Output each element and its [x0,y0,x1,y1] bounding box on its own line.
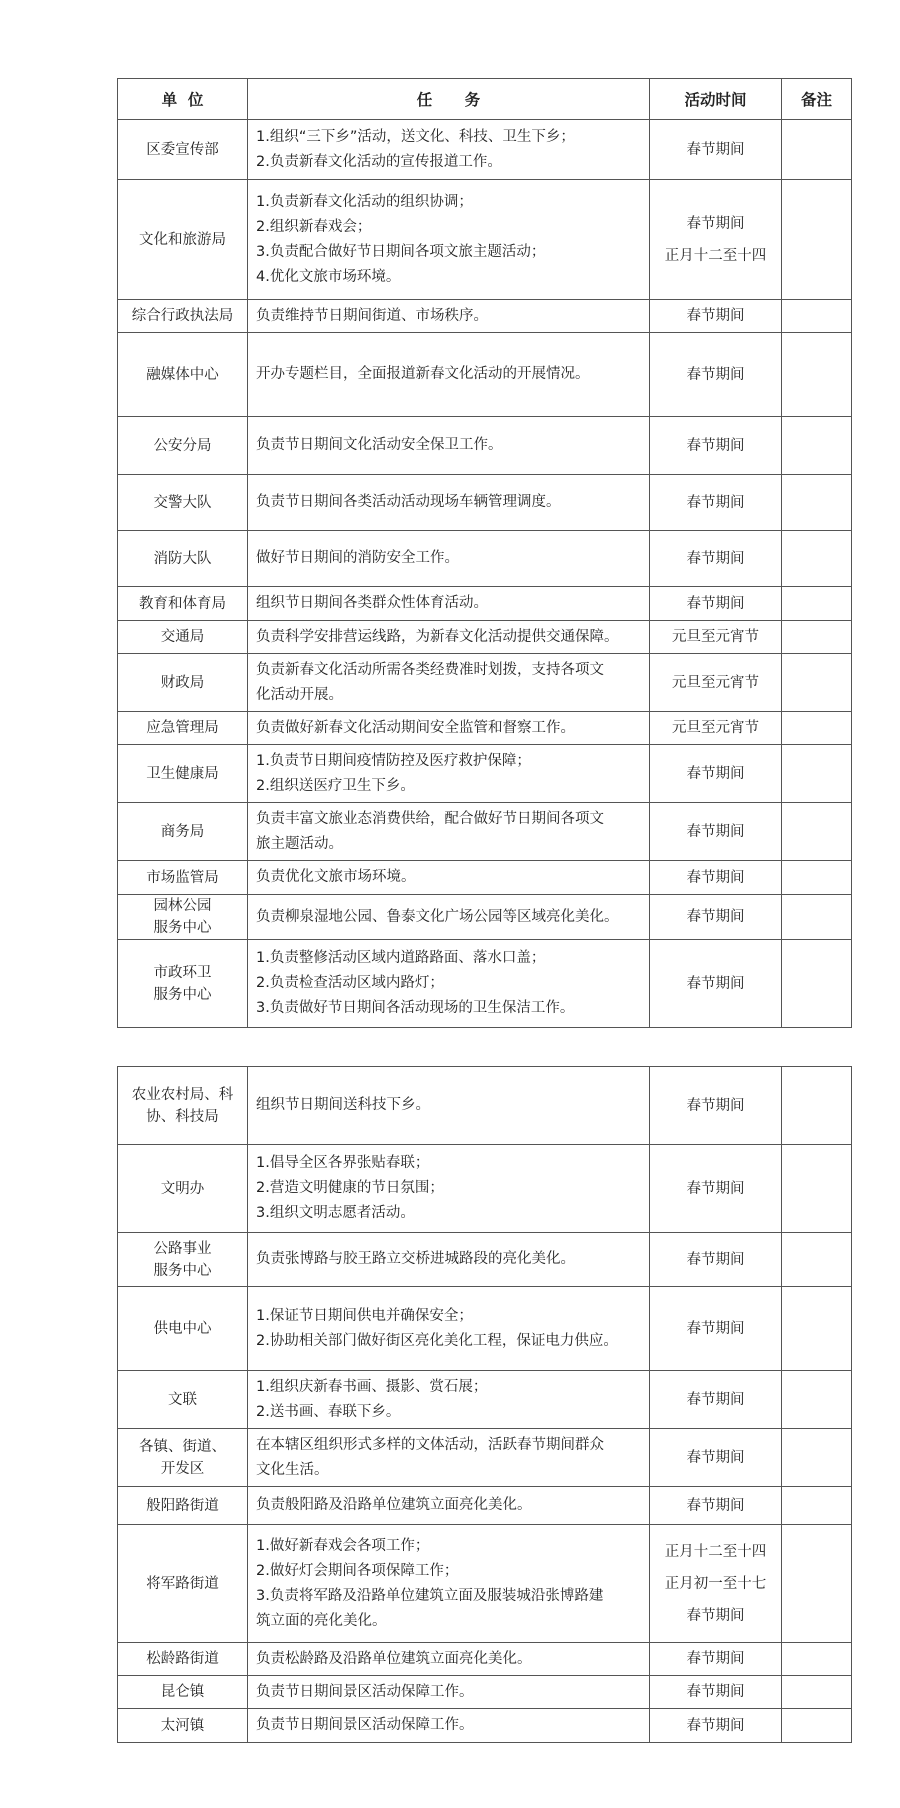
unit-cell [118,120,248,180]
time-text: 春节期间 [686,765,745,782]
note-cell [782,587,852,621]
time-text: 春节期间 [686,494,745,511]
unit-cell [118,1643,248,1676]
time-cell [650,1429,782,1487]
table-row [118,531,852,587]
task-text: 开办专题栏目，全面报道新春文化活动的开展情况。 [256,366,590,382]
unit-text: 服务中心 [153,986,212,1003]
unit-text: 协、科技局 [146,1108,219,1125]
unit-cell [118,940,248,1028]
unit-text: 文联 [168,1391,197,1408]
unit-text: 太河镇 [160,1717,205,1734]
task-cell [248,895,650,940]
task-cell [248,654,650,712]
time-cell [650,475,782,531]
task-cell [248,180,650,300]
table-row [118,1233,852,1287]
time-cell [650,1233,782,1287]
note-cell [782,333,852,417]
table-row [118,940,852,1028]
time-cell [650,120,782,180]
task-text: 3.负责将军路及沿路单位建筑立面及服装城沿张博路建 [256,1587,604,1604]
time-cell [650,300,782,333]
task-cell [248,745,650,803]
task-text: 负责柳泉湿地公园、鲁泰文化广场公园等区域亮化美化。 [256,908,619,925]
unit-cell [118,1371,248,1429]
unit-cell [118,333,248,417]
task-cell [248,1643,650,1676]
table-row [118,333,852,417]
task-text: 3.组织文明志愿者活动。 [256,1205,415,1221]
unit-cell [118,895,248,940]
time-text: 春节期间 [686,1180,745,1197]
task-cell [248,120,650,180]
time-text: 正月十二至十四 [664,1543,767,1560]
unit-text: 般阳路街道 [146,1497,219,1514]
time-text: 春节期间 [686,909,745,925]
time-cell [650,745,782,803]
task-text: 2.送书画、春联下乡。 [256,1403,401,1420]
note-cell [782,531,852,587]
header-note: 备注 [782,79,852,120]
unit-cell [118,475,248,531]
task-cell [248,1676,650,1709]
task-cell [248,1233,650,1287]
table-row [118,1145,852,1233]
unit-text: 交通局 [160,629,205,645]
unit-cell [118,1429,248,1487]
unit-cell [118,300,248,333]
unit-cell [118,531,248,587]
task-text: 负责优化文旅市场环境。 [256,869,416,885]
task-text: 2.协助相关部门做好街区亮化美化工程，保证电力供应。 [256,1332,618,1349]
unit-text: 财政局 [160,674,205,691]
task-text: 1.负责整修活动区域内道路路面、落水口盖； [256,950,546,966]
task-text: 文化生活。 [256,1461,329,1478]
table-row [118,1429,852,1487]
time-text: 春节期间 [686,1449,745,1466]
task-text: 组织节日期间各类群众性体育活动。 [256,595,488,611]
time-text: 春节期间 [686,1717,745,1734]
table-row [118,1371,852,1429]
task-cell [248,1067,650,1145]
unit-text: 卫生健康局 [146,765,219,782]
time-cell [650,621,782,654]
unit-cell [118,1525,248,1643]
time-cell [650,1487,782,1525]
unit-cell [118,712,248,745]
unit-text: 将军路街道 [146,1575,219,1592]
note-cell [782,654,852,712]
note-cell [782,120,852,180]
time-cell [650,417,782,475]
time-cell [650,654,782,712]
time-text: 春节期间 [686,141,745,158]
unit-cell [118,587,248,621]
time-text: 春节期间 [686,1320,745,1337]
time-text: 春节期间 [686,1097,745,1114]
table-row [118,1643,852,1676]
task-cell [248,300,650,333]
unit-text: 应急管理局 [146,720,219,736]
time-cell [650,1676,782,1709]
note-cell [782,621,852,654]
time-text: 春节期间 [686,823,745,840]
task-text: 负责科学安排营运线路，为新春文化活动提供交通保障。 [256,628,619,645]
unit-text: 公安分局 [153,437,212,454]
unit-text: 各镇、街道、 [139,1438,226,1455]
task-text: 负责节日期间各类活动活动现场车辆管理调度。 [256,494,561,510]
header-time: 活动时间 [650,79,782,120]
unit-text: 供电中心 [153,1320,212,1337]
table-row [118,587,852,621]
task-cell [248,1525,650,1643]
unit-cell [118,1487,248,1525]
unit-text: 市场监管局 [146,869,219,886]
unit-text: 开发区 [160,1460,205,1477]
note-cell [782,475,852,531]
unit-text: 服务中心 [153,920,212,936]
table-row [118,745,852,803]
task-cell [248,1429,650,1487]
note-cell [782,1371,852,1429]
unit-cell [118,861,248,895]
table-row [118,475,852,531]
task-cell [248,1145,650,1233]
time-cell [650,587,782,621]
note-cell [782,803,852,861]
task-text: 负责丰富文旅业态消费供给，配合做好节日期间各项文 [256,810,604,827]
task-cell [248,1709,650,1743]
time-cell [650,940,782,1028]
time-text: 元旦至元宵节 [672,674,759,691]
task-text: 1.做好新春戏会各项工作； [256,1537,430,1554]
unit-cell [118,1145,248,1233]
note-cell [782,1709,852,1743]
time-cell [650,1145,782,1233]
task-text: 负责节日期间景区活动保障工作。 [256,1717,474,1733]
unit-text: 文化和旅游局 [139,231,226,248]
schedule-table-part-1 [117,78,852,1028]
table-row [118,1487,852,1525]
table-row [118,1287,852,1371]
task-cell [248,1487,650,1525]
task-text: 负责做好新春文化活动期间安全监管和督察工作。 [256,719,575,736]
task-text: 2.负责新春文化活动的宣传报道工作。 [256,153,502,170]
unit-text: 昆仑镇 [160,1684,205,1700]
time-text: 春节期间 [686,1651,745,1667]
unit-text: 教育和体育局 [139,595,226,612]
header-task: 任 务 [248,79,650,120]
note-cell [782,1525,852,1643]
task-text: 1.组织庆新春书画、摄影、赏石展； [256,1378,488,1395]
task-cell [248,333,650,417]
task-text: 负责新春文化活动所需各类经费准时划拨，支持各项文 [256,661,604,678]
time-text: 春节期间 [686,595,745,612]
task-text: 负责节日期间文化活动安全保卫工作。 [256,437,503,453]
time-text: 春节期间 [686,550,745,567]
task-cell [248,417,650,475]
time-text: 元旦至元宵节 [672,629,759,645]
task-text: 组织节日期间送科技下乡。 [256,1097,430,1113]
unit-cell [118,180,248,300]
unit-cell [118,803,248,861]
note-cell [782,1233,852,1287]
time-text: 元旦至元宵节 [672,720,759,736]
table-row [118,1676,852,1709]
note-cell [782,745,852,803]
time-cell [650,712,782,745]
unit-text: 农业农村局、科 [131,1086,234,1103]
time-text: 春节期间 [686,1684,745,1700]
unit-text: 文明办 [160,1180,205,1197]
note-cell [782,1429,852,1487]
time-cell [650,1643,782,1676]
task-cell [248,1371,650,1429]
time-text: 春节期间 [686,1251,745,1268]
time-text: 春节期间 [686,1497,745,1514]
time-text: 春节期间 [686,215,745,232]
task-text: 1.保证节日期间供电并确保安全； [256,1307,473,1324]
table-row [118,861,852,895]
time-cell [650,803,782,861]
note-cell [782,1067,852,1145]
unit-cell [118,1287,248,1371]
unit-cell [118,1067,248,1145]
table-row [118,120,852,180]
note-cell [782,1287,852,1371]
task-cell [248,861,650,895]
header-row [118,79,852,120]
task-text: 2.组织新春戏会； [256,218,372,235]
task-cell [248,1287,650,1371]
note-cell [782,1487,852,1525]
unit-text: 公路事业 [153,1240,212,1257]
task-text: 负责松龄路及沿路单位建筑立面亮化美化。 [256,1650,532,1667]
note-cell [782,1643,852,1676]
note-cell [782,940,852,1028]
unit-text: 市政环卫 [153,964,212,981]
table-row [118,417,852,475]
task-text: 旅主题活动。 [256,835,343,852]
task-cell [248,940,650,1028]
unit-text: 融媒体中心 [146,366,219,383]
task-cell [248,621,650,654]
note-cell [782,180,852,300]
time-cell [650,1525,782,1643]
unit-cell [118,1676,248,1709]
table-row [118,712,852,745]
time-cell [650,333,782,417]
table-row [118,1067,852,1145]
time-cell [650,1709,782,1743]
unit-text: 松龄路街道 [146,1651,219,1667]
time-cell [650,895,782,940]
unit-text: 园林公园 [153,898,212,914]
task-text: 4.优化文旅市场环境。 [256,268,401,285]
task-cell [248,531,650,587]
note-cell [782,1145,852,1233]
task-text: 2.营造文明健康的节日氛围； [256,1180,444,1196]
task-text: 负责节日期间景区活动保障工作。 [256,1683,474,1700]
time-text: 春节期间 [686,437,745,454]
time-cell [650,861,782,895]
table-row [118,654,852,712]
task-text: 3.负责配合做好节日期间各项文旅主题活动； [256,243,546,260]
unit-cell [118,745,248,803]
time-cell [650,1371,782,1429]
time-cell [650,180,782,300]
header-unit: 单 位 [118,79,248,120]
time-text: 正月十二至十四 [664,247,767,264]
time-text: 春节期间 [686,366,745,383]
unit-cell [118,654,248,712]
note-cell [782,1676,852,1709]
time-text: 正月初一至十七 [664,1575,767,1592]
note-cell [782,712,852,745]
note-cell [782,300,852,333]
task-text: 负责维持节日期间街道、市场秩序。 [256,307,488,324]
unit-text: 消防大队 [153,550,212,567]
unit-text: 服务中心 [153,1262,212,1279]
schedule-table-part-2 [117,1066,852,1743]
unit-text: 商务局 [160,823,205,840]
time-cell [650,1287,782,1371]
unit-text: 综合行政执法局 [131,308,234,324]
time-text: 春节期间 [686,1391,745,1408]
task-text: 1.负责节日期间疫情防控及医疗救护保障； [256,752,531,769]
task-text: 1.组织“三下乡”活动，送文化、科技、卫生下乡； [256,128,575,145]
table-row [118,621,852,654]
task-text: 2.负责检查活动区域内路灯； [256,975,444,991]
table-row [118,895,852,940]
task-text: 负责张博路与胶王路立交桥进城路段的亮化美化。 [256,1251,575,1267]
note-cell [782,895,852,940]
task-text: 1.负责新春文化活动的组织协调； [256,193,473,210]
task-text: 2.组织送医疗卫生下乡。 [256,777,415,794]
table-row [118,803,852,861]
task-text: 做好节日期间的消防安全工作。 [256,550,459,566]
task-text: 在本辖区组织形式多样的文体活动，活跃春节期间群众 [256,1436,604,1453]
table-row [118,180,852,300]
time-text: 春节期间 [686,308,745,324]
table-row [118,300,852,333]
time-text: 春节期间 [686,975,745,992]
task-cell [248,475,650,531]
time-text: 春节期间 [686,869,745,886]
note-cell [782,417,852,475]
task-text: 化活动开展。 [256,686,343,703]
time-cell [650,531,782,587]
task-text: 2.做好灯会期间各项保障工作； [256,1562,459,1579]
task-cell [248,712,650,745]
task-text: 筑立面的亮化美化。 [256,1612,387,1629]
unit-cell [118,1709,248,1743]
task-text: 1.倡导全区各界张贴春联； [256,1155,430,1171]
unit-cell [118,417,248,475]
unit-text: 交警大队 [153,494,212,511]
task-cell [248,803,650,861]
time-cell [650,1067,782,1145]
unit-cell [118,1233,248,1287]
task-text: 负责般阳路及沿路单位建筑立面亮化美化。 [256,1497,532,1513]
task-text: 3.负责做好节日期间各活动现场的卫生保洁工作。 [256,1000,575,1016]
table-row [118,1525,852,1643]
table-row [118,1709,852,1743]
time-text: 春节期间 [686,1607,745,1624]
task-cell [248,587,650,621]
note-cell [782,861,852,895]
unit-cell [118,621,248,654]
unit-text: 区委宣传部 [146,141,219,158]
